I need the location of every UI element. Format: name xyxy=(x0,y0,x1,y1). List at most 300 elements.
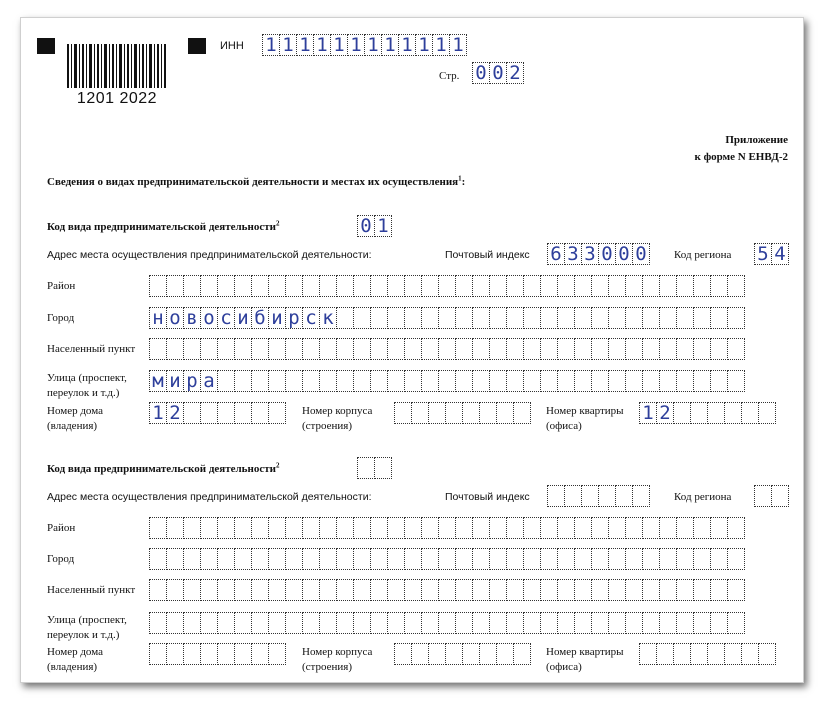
char-cell[interactable] xyxy=(428,643,446,665)
char-cell[interactable] xyxy=(710,275,728,297)
char-cell[interactable] xyxy=(217,370,235,392)
char-cell[interactable]: 1 xyxy=(364,34,382,56)
char-cell[interactable] xyxy=(404,548,422,570)
char-cell[interactable] xyxy=(574,370,592,392)
char-cell[interactable] xyxy=(574,338,592,360)
char-cell[interactable] xyxy=(659,548,677,570)
char-cell[interactable] xyxy=(149,612,167,634)
district-cells[interactable] xyxy=(149,517,745,539)
char-cell[interactable] xyxy=(404,579,422,601)
char-cell[interactable] xyxy=(445,402,463,424)
char-cell[interactable] xyxy=(472,275,490,297)
char-cell[interactable] xyxy=(200,579,218,601)
district-cells[interactable] xyxy=(149,275,745,297)
char-cell[interactable]: 0 xyxy=(632,243,650,265)
char-cell[interactable] xyxy=(336,338,354,360)
char-cell[interactable]: 3 xyxy=(564,243,582,265)
char-cell[interactable] xyxy=(574,548,592,570)
char-cell[interactable] xyxy=(387,307,405,329)
char-cell[interactable]: с xyxy=(217,307,235,329)
char-cell[interactable]: 6 xyxy=(547,243,565,265)
char-cell[interactable] xyxy=(404,275,422,297)
char-cell[interactable] xyxy=(387,517,405,539)
char-cell[interactable] xyxy=(285,579,303,601)
char-cell[interactable] xyxy=(489,579,507,601)
char-cell[interactable] xyxy=(200,548,218,570)
char-cell[interactable] xyxy=(710,370,728,392)
char-cell[interactable]: 0 xyxy=(472,62,490,84)
char-cell[interactable] xyxy=(693,370,711,392)
inn-cells[interactable] xyxy=(262,34,467,56)
char-cell[interactable] xyxy=(489,275,507,297)
char-cell[interactable] xyxy=(642,548,660,570)
region-code-cells[interactable] xyxy=(754,485,789,507)
char-cell[interactable] xyxy=(336,548,354,570)
char-cell[interactable] xyxy=(421,548,439,570)
char-cell[interactable] xyxy=(771,485,789,507)
char-cell[interactable]: и xyxy=(234,307,252,329)
char-cell[interactable] xyxy=(234,517,252,539)
char-cell[interactable] xyxy=(673,643,691,665)
char-cell[interactable] xyxy=(727,370,745,392)
postal-index-cells[interactable] xyxy=(547,243,650,265)
char-cell[interactable] xyxy=(353,275,371,297)
char-cell[interactable] xyxy=(690,643,708,665)
page-cells[interactable] xyxy=(472,62,524,84)
char-cell[interactable] xyxy=(183,548,201,570)
char-cell[interactable] xyxy=(472,370,490,392)
char-cell[interactable] xyxy=(710,579,728,601)
char-cell[interactable] xyxy=(489,370,507,392)
char-cell[interactable] xyxy=(438,548,456,570)
char-cell[interactable] xyxy=(200,275,218,297)
char-cell[interactable] xyxy=(591,612,609,634)
char-cell[interactable]: 1 xyxy=(639,402,657,424)
char-cell[interactable] xyxy=(455,579,473,601)
char-cell[interactable]: и xyxy=(166,370,184,392)
char-cell[interactable] xyxy=(758,643,776,665)
char-cell[interactable] xyxy=(149,338,167,360)
char-cell[interactable] xyxy=(200,338,218,360)
char-cell[interactable] xyxy=(727,548,745,570)
char-cell[interactable] xyxy=(394,402,412,424)
char-cell[interactable] xyxy=(659,370,677,392)
char-cell[interactable] xyxy=(421,579,439,601)
char-cell[interactable] xyxy=(183,517,201,539)
char-cell[interactable] xyxy=(353,612,371,634)
char-cell[interactable] xyxy=(564,485,582,507)
char-cell[interactable] xyxy=(234,275,252,297)
char-cell[interactable] xyxy=(659,612,677,634)
char-cell[interactable] xyxy=(166,643,184,665)
char-cell[interactable]: н xyxy=(149,307,167,329)
char-cell[interactable] xyxy=(676,338,694,360)
char-cell[interactable] xyxy=(523,338,541,360)
char-cell[interactable]: 1 xyxy=(432,34,450,56)
char-cell[interactable] xyxy=(166,517,184,539)
char-cell[interactable] xyxy=(659,579,677,601)
char-cell[interactable] xyxy=(411,402,429,424)
char-cell[interactable] xyxy=(353,338,371,360)
char-cell[interactable] xyxy=(438,517,456,539)
char-cell[interactable] xyxy=(200,402,218,424)
char-cell[interactable] xyxy=(724,643,742,665)
char-cell[interactable] xyxy=(234,579,252,601)
char-cell[interactable] xyxy=(639,643,657,665)
char-cell[interactable] xyxy=(251,643,269,665)
char-cell[interactable]: 1 xyxy=(415,34,433,56)
char-cell[interactable] xyxy=(438,370,456,392)
char-cell[interactable] xyxy=(217,338,235,360)
char-cell[interactable] xyxy=(707,643,725,665)
char-cell[interactable]: 2 xyxy=(506,62,524,84)
activity-code-cells[interactable] xyxy=(357,215,392,237)
char-cell[interactable] xyxy=(557,338,575,360)
char-cell[interactable] xyxy=(336,612,354,634)
char-cell[interactable]: 2 xyxy=(656,402,674,424)
char-cell[interactable] xyxy=(642,612,660,634)
char-cell[interactable] xyxy=(217,402,235,424)
char-cell[interactable] xyxy=(523,370,541,392)
char-cell[interactable] xyxy=(217,275,235,297)
char-cell[interactable] xyxy=(479,402,497,424)
char-cell[interactable] xyxy=(285,517,303,539)
char-cell[interactable] xyxy=(251,338,269,360)
char-cell[interactable] xyxy=(251,579,269,601)
char-cell[interactable] xyxy=(285,338,303,360)
char-cell[interactable] xyxy=(319,517,337,539)
char-cell[interactable] xyxy=(574,579,592,601)
char-cell[interactable] xyxy=(455,275,473,297)
char-cell[interactable] xyxy=(598,485,616,507)
char-cell[interactable] xyxy=(707,402,725,424)
char-cell[interactable] xyxy=(183,579,201,601)
char-cell[interactable] xyxy=(676,517,694,539)
char-cell[interactable] xyxy=(411,643,429,665)
building-cells[interactable] xyxy=(394,402,531,424)
char-cell[interactable]: 1 xyxy=(279,34,297,56)
char-cell[interactable] xyxy=(183,612,201,634)
char-cell[interactable] xyxy=(540,548,558,570)
char-cell[interactable]: к xyxy=(319,307,337,329)
char-cell[interactable] xyxy=(676,548,694,570)
char-cell[interactable] xyxy=(591,517,609,539)
char-cell[interactable] xyxy=(506,548,524,570)
char-cell[interactable]: 1 xyxy=(374,215,392,237)
char-cell[interactable] xyxy=(496,402,514,424)
char-cell[interactable] xyxy=(581,485,599,507)
char-cell[interactable] xyxy=(438,307,456,329)
char-cell[interactable] xyxy=(693,307,711,329)
char-cell[interactable] xyxy=(387,338,405,360)
char-cell[interactable] xyxy=(727,338,745,360)
char-cell[interactable] xyxy=(557,579,575,601)
char-cell[interactable] xyxy=(710,517,728,539)
char-cell[interactable]: 0 xyxy=(615,243,633,265)
char-cell[interactable] xyxy=(455,612,473,634)
char-cell[interactable] xyxy=(404,517,422,539)
char-cell[interactable] xyxy=(268,338,286,360)
char-cell[interactable] xyxy=(455,307,473,329)
char-cell[interactable] xyxy=(462,643,480,665)
char-cell[interactable] xyxy=(625,517,643,539)
char-cell[interactable] xyxy=(336,517,354,539)
char-cell[interactable] xyxy=(676,370,694,392)
char-cell[interactable] xyxy=(625,307,643,329)
char-cell[interactable] xyxy=(149,643,167,665)
char-cell[interactable] xyxy=(727,517,745,539)
char-cell[interactable] xyxy=(166,579,184,601)
char-cell[interactable] xyxy=(591,579,609,601)
char-cell[interactable] xyxy=(754,485,772,507)
char-cell[interactable] xyxy=(302,338,320,360)
char-cell[interactable] xyxy=(540,517,558,539)
char-cell[interactable] xyxy=(370,548,388,570)
char-cell[interactable] xyxy=(387,548,405,570)
char-cell[interactable] xyxy=(353,517,371,539)
char-cell[interactable]: 3 xyxy=(581,243,599,265)
apartment-cells[interactable] xyxy=(639,402,776,424)
city-cells[interactable] xyxy=(149,548,745,570)
char-cell[interactable]: о xyxy=(166,307,184,329)
char-cell[interactable] xyxy=(659,517,677,539)
char-cell[interactable] xyxy=(319,338,337,360)
char-cell[interactable] xyxy=(336,275,354,297)
char-cell[interactable] xyxy=(496,643,514,665)
char-cell[interactable] xyxy=(336,370,354,392)
char-cell[interactable] xyxy=(557,307,575,329)
char-cell[interactable] xyxy=(200,612,218,634)
char-cell[interactable] xyxy=(370,338,388,360)
char-cell[interactable] xyxy=(394,643,412,665)
char-cell[interactable] xyxy=(370,579,388,601)
char-cell[interactable] xyxy=(523,307,541,329)
char-cell[interactable] xyxy=(251,370,269,392)
house-cells[interactable] xyxy=(149,402,286,424)
char-cell[interactable] xyxy=(693,275,711,297)
char-cell[interactable] xyxy=(608,370,626,392)
char-cell[interactable] xyxy=(523,612,541,634)
char-cell[interactable] xyxy=(608,275,626,297)
char-cell[interactable] xyxy=(676,579,694,601)
char-cell[interactable]: 0 xyxy=(357,215,375,237)
char-cell[interactable] xyxy=(353,548,371,570)
char-cell[interactable] xyxy=(513,402,531,424)
char-cell[interactable] xyxy=(302,612,320,634)
char-cell[interactable] xyxy=(591,307,609,329)
char-cell[interactable] xyxy=(268,643,286,665)
char-cell[interactable] xyxy=(251,275,269,297)
char-cell[interactable] xyxy=(758,402,776,424)
char-cell[interactable] xyxy=(285,612,303,634)
char-cell[interactable] xyxy=(506,517,524,539)
char-cell[interactable] xyxy=(353,370,371,392)
char-cell[interactable] xyxy=(166,548,184,570)
char-cell[interactable] xyxy=(506,338,524,360)
char-cell[interactable] xyxy=(234,370,252,392)
char-cell[interactable] xyxy=(642,307,660,329)
char-cell[interactable] xyxy=(591,548,609,570)
char-cell[interactable] xyxy=(404,612,422,634)
char-cell[interactable] xyxy=(625,275,643,297)
char-cell[interactable] xyxy=(472,579,490,601)
char-cell[interactable] xyxy=(523,517,541,539)
char-cell[interactable] xyxy=(472,612,490,634)
char-cell[interactable] xyxy=(676,275,694,297)
char-cell[interactable]: р xyxy=(183,370,201,392)
char-cell[interactable] xyxy=(625,370,643,392)
char-cell[interactable] xyxy=(673,402,691,424)
char-cell[interactable] xyxy=(438,338,456,360)
char-cell[interactable] xyxy=(387,579,405,601)
char-cell[interactable] xyxy=(404,307,422,329)
char-cell[interactable] xyxy=(149,275,167,297)
char-cell[interactable] xyxy=(445,643,463,665)
char-cell[interactable] xyxy=(693,612,711,634)
char-cell[interactable] xyxy=(489,307,507,329)
char-cell[interactable] xyxy=(302,548,320,570)
char-cell[interactable]: 1 xyxy=(398,34,416,56)
city-cells[interactable] xyxy=(149,307,745,329)
char-cell[interactable] xyxy=(268,517,286,539)
char-cell[interactable]: 1 xyxy=(313,34,331,56)
char-cell[interactable] xyxy=(455,370,473,392)
char-cell[interactable] xyxy=(625,579,643,601)
region-code-cells[interactable] xyxy=(754,243,789,265)
char-cell[interactable] xyxy=(574,517,592,539)
char-cell[interactable] xyxy=(251,517,269,539)
char-cell[interactable]: с xyxy=(302,307,320,329)
char-cell[interactable] xyxy=(319,370,337,392)
char-cell[interactable] xyxy=(183,402,201,424)
char-cell[interactable] xyxy=(217,643,235,665)
char-cell[interactable] xyxy=(506,370,524,392)
char-cell[interactable] xyxy=(421,517,439,539)
char-cell[interactable] xyxy=(387,612,405,634)
char-cell[interactable] xyxy=(727,275,745,297)
char-cell[interactable] xyxy=(693,579,711,601)
char-cell[interactable] xyxy=(489,548,507,570)
char-cell[interactable] xyxy=(200,643,218,665)
char-cell[interactable] xyxy=(336,579,354,601)
char-cell[interactable]: и xyxy=(268,307,286,329)
char-cell[interactable]: б xyxy=(251,307,269,329)
char-cell[interactable] xyxy=(540,275,558,297)
char-cell[interactable] xyxy=(642,579,660,601)
char-cell[interactable]: 0 xyxy=(598,243,616,265)
char-cell[interactable] xyxy=(523,275,541,297)
char-cell[interactable] xyxy=(727,307,745,329)
char-cell[interactable] xyxy=(472,517,490,539)
char-cell[interactable] xyxy=(557,612,575,634)
char-cell[interactable] xyxy=(421,275,439,297)
char-cell[interactable]: 1 xyxy=(149,402,167,424)
char-cell[interactable] xyxy=(183,643,201,665)
char-cell[interactable]: в xyxy=(183,307,201,329)
char-cell[interactable] xyxy=(166,612,184,634)
char-cell[interactable] xyxy=(217,548,235,570)
char-cell[interactable] xyxy=(642,338,660,360)
char-cell[interactable] xyxy=(428,402,446,424)
char-cell[interactable] xyxy=(710,612,728,634)
house-cells[interactable] xyxy=(149,643,286,665)
char-cell[interactable] xyxy=(421,307,439,329)
char-cell[interactable] xyxy=(302,579,320,601)
char-cell[interactable] xyxy=(183,275,201,297)
char-cell[interactable] xyxy=(302,370,320,392)
char-cell[interactable] xyxy=(608,612,626,634)
char-cell[interactable] xyxy=(625,338,643,360)
char-cell[interactable] xyxy=(166,275,184,297)
char-cell[interactable] xyxy=(319,579,337,601)
char-cell[interactable]: 1 xyxy=(262,34,280,56)
char-cell[interactable] xyxy=(374,457,392,479)
char-cell[interactable] xyxy=(608,579,626,601)
char-cell[interactable] xyxy=(727,612,745,634)
char-cell[interactable] xyxy=(540,612,558,634)
char-cell[interactable] xyxy=(268,548,286,570)
char-cell[interactable] xyxy=(357,457,375,479)
char-cell[interactable] xyxy=(217,579,235,601)
char-cell[interactable]: 2 xyxy=(166,402,184,424)
char-cell[interactable] xyxy=(741,643,759,665)
locality-cells[interactable] xyxy=(149,579,745,601)
char-cell[interactable] xyxy=(319,612,337,634)
char-cell[interactable] xyxy=(676,612,694,634)
char-cell[interactable] xyxy=(149,579,167,601)
char-cell[interactable] xyxy=(676,307,694,329)
char-cell[interactable]: 5 xyxy=(754,243,772,265)
char-cell[interactable] xyxy=(540,579,558,601)
char-cell[interactable] xyxy=(234,402,252,424)
char-cell[interactable] xyxy=(268,402,286,424)
char-cell[interactable] xyxy=(285,275,303,297)
char-cell[interactable] xyxy=(268,579,286,601)
char-cell[interactable] xyxy=(353,307,371,329)
char-cell[interactable] xyxy=(523,579,541,601)
char-cell[interactable] xyxy=(370,275,388,297)
char-cell[interactable] xyxy=(438,579,456,601)
char-cell[interactable] xyxy=(591,370,609,392)
char-cell[interactable] xyxy=(547,485,565,507)
char-cell[interactable] xyxy=(302,275,320,297)
char-cell[interactable] xyxy=(489,517,507,539)
char-cell[interactable] xyxy=(421,612,439,634)
char-cell[interactable]: 0 xyxy=(489,62,507,84)
char-cell[interactable] xyxy=(370,517,388,539)
char-cell[interactable]: 1 xyxy=(330,34,348,56)
apartment-cells[interactable] xyxy=(639,643,776,665)
char-cell[interactable] xyxy=(421,370,439,392)
char-cell[interactable] xyxy=(234,643,252,665)
char-cell[interactable] xyxy=(693,338,711,360)
char-cell[interactable] xyxy=(574,275,592,297)
char-cell[interactable] xyxy=(455,517,473,539)
char-cell[interactable] xyxy=(472,548,490,570)
street-cells[interactable] xyxy=(149,370,745,392)
char-cell[interactable] xyxy=(513,643,531,665)
char-cell[interactable] xyxy=(523,548,541,570)
char-cell[interactable] xyxy=(370,612,388,634)
char-cell[interactable] xyxy=(608,548,626,570)
char-cell[interactable]: о xyxy=(200,307,218,329)
char-cell[interactable] xyxy=(455,548,473,570)
char-cell[interactable] xyxy=(540,338,558,360)
activity-code-cells[interactable] xyxy=(357,457,392,479)
char-cell[interactable]: а xyxy=(200,370,218,392)
char-cell[interactable] xyxy=(632,485,650,507)
locality-cells[interactable] xyxy=(149,338,745,360)
